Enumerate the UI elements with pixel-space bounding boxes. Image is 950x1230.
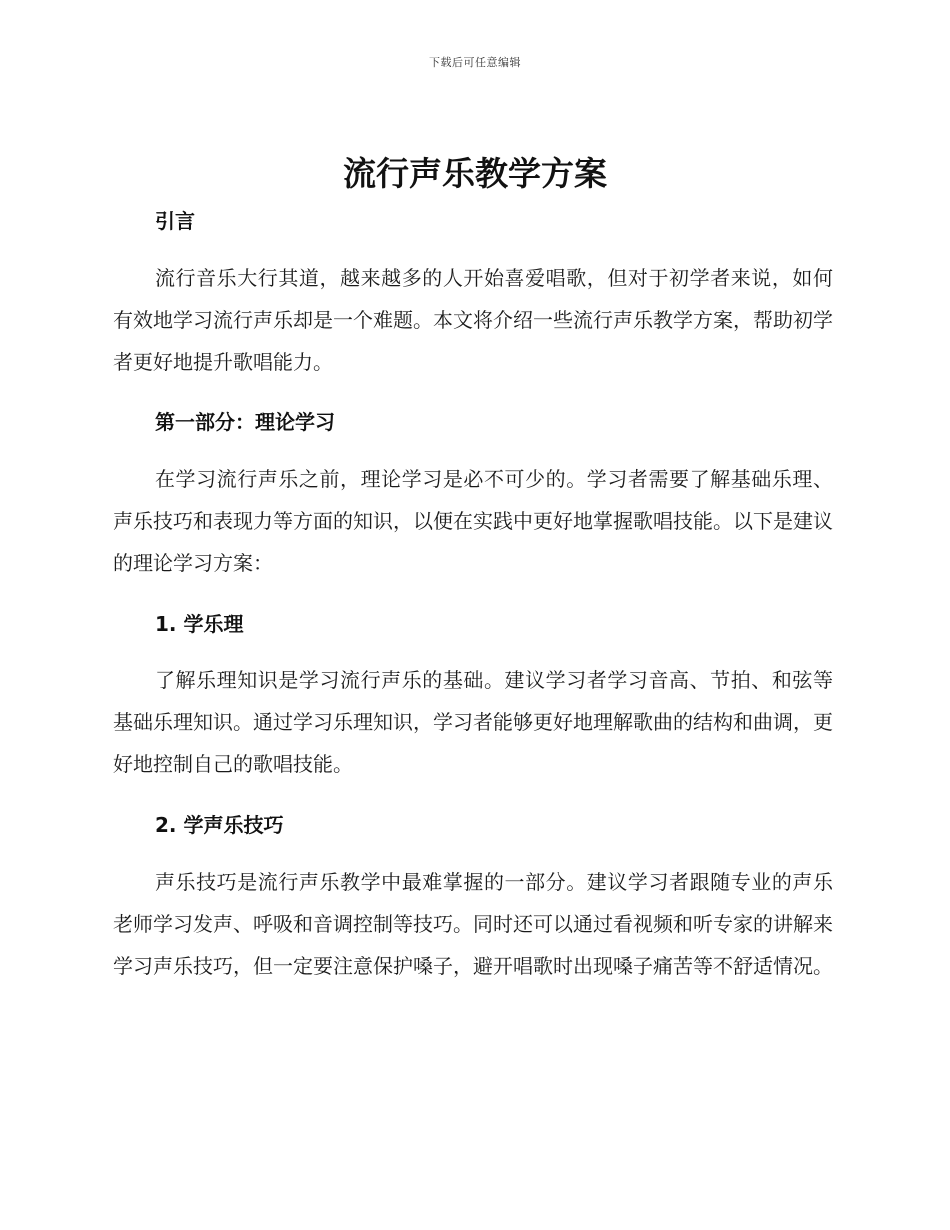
document-title: 流行声乐教学方案 xyxy=(343,154,607,193)
paragraph-intro: 流行音乐大行其道，越来越多的人开始喜爱唱歌，但对于初学者来说，如何有效地学习流行声乐却是一个难题。本文将介绍一些流行声乐教学方案，帮助初学者更好地提升歌唱能力。 xyxy=(113,266,833,374)
document-body xyxy=(113,200,833,987)
section-heading-theory: 第一部分：理论学习 xyxy=(155,410,335,434)
section-heading-intro: 引言 xyxy=(155,209,195,233)
subsection-heading-music-theory: 1. 学乐理 xyxy=(155,612,244,636)
header-note: 下载后可任意编辑 xyxy=(429,56,521,69)
paragraph-theory: 在学习流行声乐之前，理论学习是必不可少的。学习者需要了解基础乐理、声乐技巧和表现力等方面的知识，以便在实践中更好地掌握歌唱技能。以下是建议的理论学习方案： xyxy=(113,467,833,575)
paragraph-music-theory: 了解乐理知识是学习流行声乐的基础。建议学习者学习音高、节拍、和弦等基础乐理知识。通过学习乐理知识，学习者能够更好地理解歌曲的结构和曲调，更好地控制自己的歌唱技能。 xyxy=(113,668,833,776)
subsection-heading-vocal-technique: 2. 学声乐技巧 xyxy=(155,813,284,837)
paragraph-vocal-technique: 声乐技巧是流行声乐教学中最难掌握的一部分。建议学习者跟随专业的声乐老师学习发声、呼吸和音调控制等技巧。同时还可以通过看视频和听专家的讲解来学习声乐技巧，但一定要注意保护嗓子，避开唱歌时出现嗓子痛苦等不舒适情况。 xyxy=(113,870,833,978)
